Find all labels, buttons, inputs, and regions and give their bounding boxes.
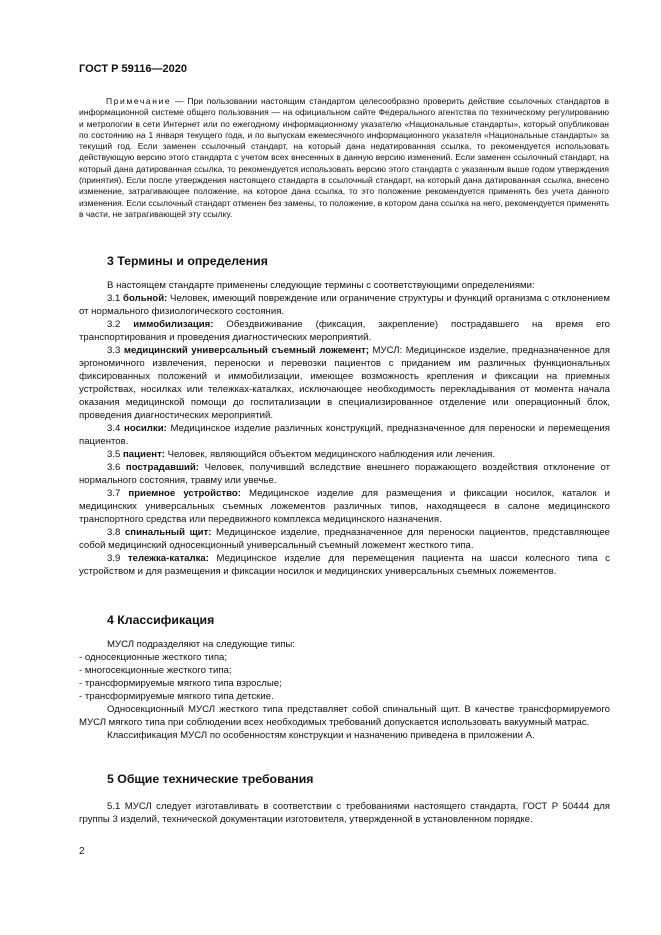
- section-4-paragraph-2: Классификация МУСЛ по особенностям конструкции и назначению приведена в приложении А.: [107, 730, 535, 741]
- section-3: [79, 254, 610, 578]
- list-item: - многосекционные жесткого типа;: [79, 665, 232, 676]
- section-5-title: 5 Общие технические требования: [107, 772, 314, 786]
- note-block: [79, 96, 609, 220]
- term-3-6: 3.6 пострадавший: Человек, получивший вследствие внешнего поражающего воздействия отклонение от нормального состояния, травму или увечье.: [79, 462, 610, 486]
- page-number: 2: [79, 846, 85, 857]
- list-item: - трансформируемые мягкого типа детские.: [79, 691, 274, 702]
- standard-code: ГОСТ Р 59116—2020: [79, 63, 187, 75]
- term-3-1: 3.1 больной: Человек, имеющий повреждение или ограничение структуры и функций организма с отклонением от нормального физиологического состояния.: [79, 293, 610, 317]
- list-item: - односекционные жесткого типа;: [79, 652, 228, 663]
- section-4-title: 4 Классификация: [107, 613, 215, 627]
- section-4: [79, 613, 610, 742]
- term-3-8: 3.8 спинальный щит: Медицинское изделие, предназначенное для переноски пациентов, представляющее собой медицинский односекционный универсальный съемный ложемент жесткого типа.: [79, 527, 610, 551]
- note-paragraph: [79, 96, 609, 220]
- term-3-3: 3.3 медицинский универсальный съемный ложемент; МУСЛ: Медицинское изделие, предназначенное для эргономичного извлечения, переноски и перевозки пациентов с приданием им различных функциональных фиксированных положений и иммобилизации, имеющее возможность крепления и фиксации на приемных устройствах, носилках или тележках-каталках, исключающее необходимость перекладывания от момента начала оказания медицинской помощи до госпитализации в специализированное отделение или операционный блок, проведения диагностических мероприятий.: [79, 345, 610, 421]
- term-3-9: 3.9 тележка-каталка: Медицинское изделие для перемещения пациента на шасси колесного типа с устройством и для размещения и фиксации носилок и медицинских универсальных съемных ложементов.: [79, 553, 610, 577]
- section-3-title: 3 Термины и определения: [107, 254, 268, 268]
- section-4-paragraph-1: Односекционный МУСЛ жесткого типа представляет собой спинальный щит. В качестве трансформируемого МУСЛ мягкого типа при соблюдении всех необходимых требований допускается использовать вакуумный матрас.: [79, 704, 610, 728]
- term-3-4: 3.4 носилки: Медицинское изделие различных конструкций, предназначенное для переноски и перемещения пациентов.: [79, 423, 610, 447]
- section-5-paragraph-1: 5.1 МУСЛ следует изготавливать в соответствии с требованиями настоящего стандарта, ГОСТ Р 50444 для группы 3 изделий, технической документации изготовителя, утвержденной в установленном порядке.: [79, 801, 610, 825]
- section-3-intro: В настоящем стандарте применены следующие термины с соответствующими определениями:: [107, 280, 535, 291]
- term-3-7: 3.7 приемное устройство: Медицинское изделие для размещения и фиксации носилок, каталок и медицинских универсальных съемных ложементов различных типов, находящееся в салоне медицинского транспортного средства или передвижного комплекса медицинского назначения.: [79, 488, 611, 525]
- note-text: — При пользовании настоящим стандартом целесообразно проверить действие ссылочных стандартов в информационной системе общего пользования — на официальном сайте Федерального агентства по техническому регулированию и метрологии в сети Интернет или по ежегодному информационному указателю «Национальные стандарты», который опубликован по состоянию на 1 января текущего года, и по выпускам ежемесячного информационного указателя «Национальные стандарты» за текущий год. Если заменен ссылочный стандарт, на который дана недатированная ссылка, то рекомендуется использовать действующую версию этого стандарта с учетом всех внесенных в данную версию изменений. Если заменен ссылочный стандарт, на который дана датированная ссылка, то рекомендуется использовать версию этого стандарта с указанным выше годом утверждения (принятия). Если после утверждения настоящего стандарта в ссылочный стандарт, на который дана датированная ссылка, внесено изменение, затрагивающее положение, на которое дана ссылка, то это положение рекомендуется применять без учета данного изменения. Если ссылочный стандарт отменен без замены, то положение, в котором дана ссылка на него, рекомендуется применять в части, не затрагивающей эту ссылку.: [79, 96, 609, 219]
- section-4-intro: МУСЛ подразделяют на следующие типы:: [107, 639, 295, 650]
- term-3-5: 3.5 пациент: Человек, являющийся объектом медицинского наблюдения или лечения.: [107, 449, 496, 460]
- term-3-2: 3.2 иммобилизация: Обездвиживание (фиксация, закрепление) пострадавшего на время его транспортирования и проведения диагностических мероприятий.: [79, 319, 610, 343]
- list-item: - трансформируемые мягкого типа взрослые;: [79, 678, 282, 689]
- note-label: Примечание: [106, 96, 172, 106]
- section-5: [79, 772, 610, 826]
